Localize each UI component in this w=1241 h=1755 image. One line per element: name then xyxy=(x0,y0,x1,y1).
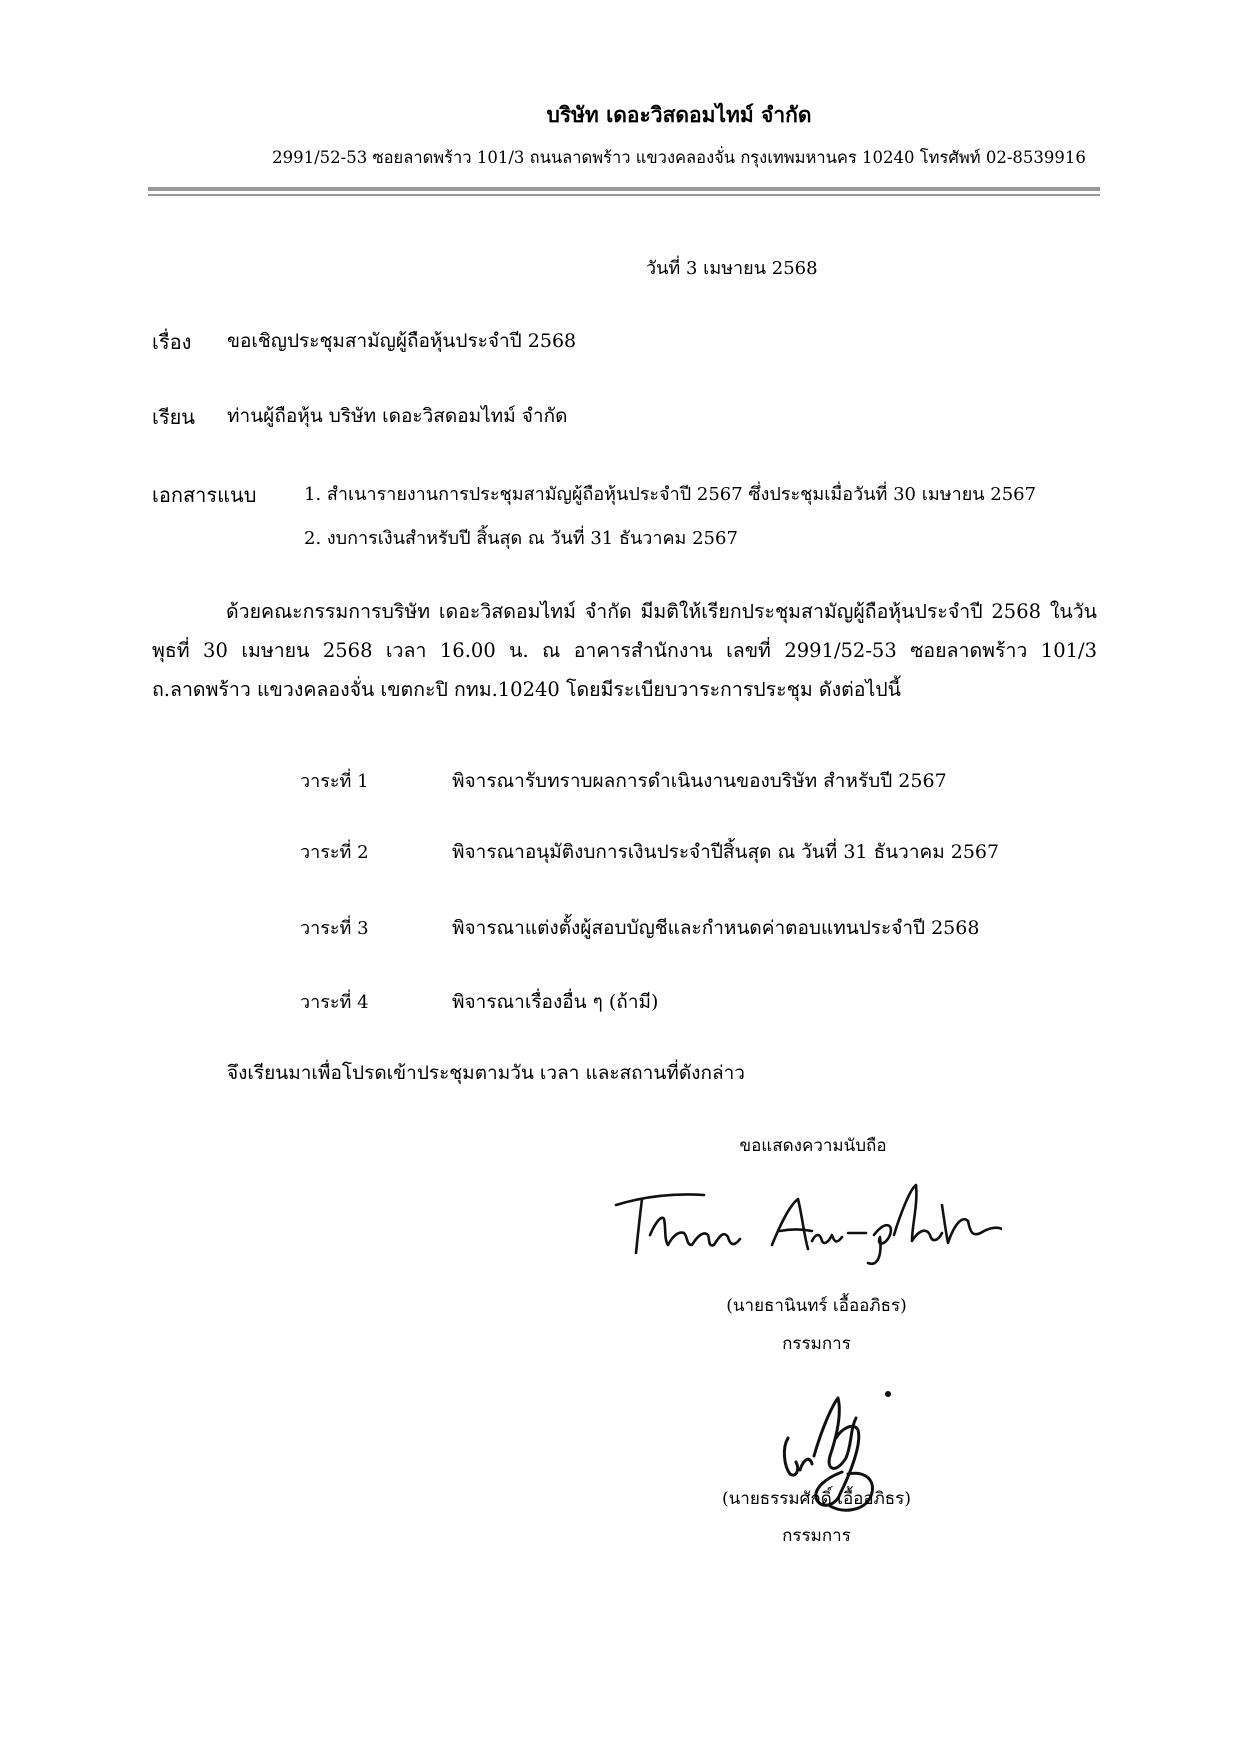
subject-value: ขอเชิญประชุมสามัญผู้ถือหุ้นประจำปี 2568 xyxy=(227,330,577,352)
agenda-text: พิจารณาเรื่องอื่น ๆ (ถ้ามี) xyxy=(452,991,659,1013)
closing-sentence: จึงเรียนมาเพื่อโปรดเข้าประชุมตามวัน เวลา และสถานที่ดังกล่าว xyxy=(227,1062,745,1084)
signature-1 xyxy=(612,1175,1002,1265)
regards-line: ขอแสดงความนับถือ xyxy=(739,1136,887,1156)
attachment-item: 2. งบการเงินสำหรับปี สิ้นสุด ณ วันที่ 31 ธันวาคม 2567 xyxy=(304,528,738,549)
addressee-value: ท่านผู้ถือหุ้น บริษัท เดอะวิสดอมไทม์ จำกัด xyxy=(227,405,568,427)
attachments-label: เอกสารแนบ xyxy=(152,483,257,507)
agenda-text: พิจารณาแต่งตั้งผู้สอบบัญชีและกำหนดค่าตอบแทนประจำปี 2568 xyxy=(452,917,980,939)
company-address: 2991/52-53 ซอยลาดพร้าว 101/3 ถนนลาดพร้าว แขวงคลองจั่น กรุงเทพมหานคร 10240 โทรศัพท์ 02-8539916 xyxy=(272,148,1086,167)
letterhead-rule-thin xyxy=(148,194,1100,196)
agenda-number: วาระที่ 1 xyxy=(300,771,369,792)
attachment-item: 1. สำเนารายงานการประชุมสามัญผู้ถือหุ้นประจำปี 2567 ซึ่งประชุมเมื่อวันที่ 30 เมษายน 2567 xyxy=(304,484,1037,505)
subject-label: เรื่อง xyxy=(152,330,192,354)
letterhead-rule-thick xyxy=(148,187,1100,191)
letter-date: วันที่ 3 เมษายน 2568 xyxy=(646,258,818,279)
agenda-number: วาระที่ 3 xyxy=(300,918,369,939)
agenda-number: วาระที่ 4 xyxy=(300,992,369,1013)
agenda-text: พิจารณารับทราบผลการดำเนินงานของบริษัท สำหรับปี 2567 xyxy=(452,770,947,792)
signatory-2-name: (นายธรรมศักดิ์ เอื้ออภิธร) xyxy=(722,1489,911,1509)
signatory-1-name: (นายธานินทร์ เอื้ออภิธร) xyxy=(726,1296,907,1316)
agenda-text: พิจารณาอนุมัติงบการเงินประจำปีสิ้นสุด ณ วันที่ 31 ธันวาคม 2567 xyxy=(452,841,1000,863)
addressee-label: เรียน xyxy=(152,405,195,429)
signatory-1-position: กรรมการ xyxy=(782,1334,851,1354)
company-name: บริษัท เดอะวิสดอมไทม์ จำกัด xyxy=(546,102,812,127)
body-paragraph: ด้วยคณะกรรมการบริษัท เดอะวิสดอมไทม์ จำกัด มีมติให้เรียกประชุมสามัญผู้ถือหุ้นประจำปี 2568 ในวันพุธที่ 30 เมษายน 2568 เวลา 16.00 น. ณ อาคารสำนักงาน เลขที่ 2991/52-53 ซอยลาดพร้าว 101/3 ถ.ลาดพร้าว แขวงคลองจั่น เขตกะปิ กทม.10240 โดยมีระเบียบวาระการประชุม ดังต่อไปนี้ xyxy=(152,600,1097,701)
signatory-2-position: กรรมการ xyxy=(782,1526,851,1546)
agenda-number: วาระที่ 2 xyxy=(300,842,369,863)
